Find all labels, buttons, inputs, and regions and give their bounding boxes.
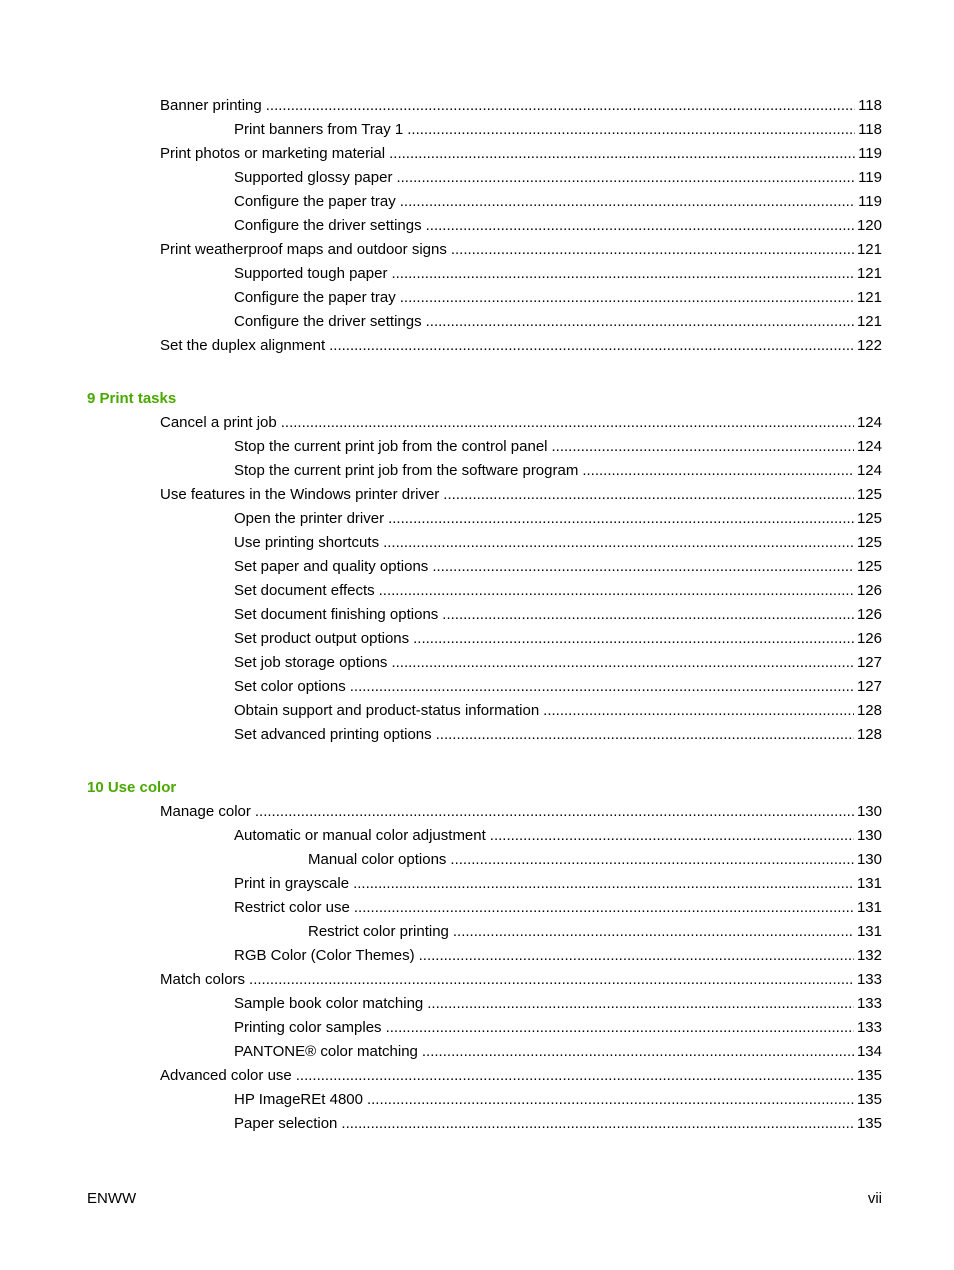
- dot-leader: [400, 190, 855, 214]
- dot-leader: [419, 944, 854, 968]
- footer-label: ENWW: [87, 1190, 137, 1207]
- toc-entry-title: Restrict color printing: [308, 923, 449, 940]
- dot-leader: [432, 555, 854, 579]
- toc-entry-title: Configure the driver settings: [234, 313, 422, 330]
- toc-entry-page: 126: [856, 606, 882, 623]
- toc-entry-title: Obtain support and product-status information: [234, 702, 540, 719]
- toc-entry-title: Automatic or manual color adjustment: [234, 827, 486, 844]
- toc-entry[interactable]: [234, 190, 882, 214]
- dot-leader: [281, 411, 854, 435]
- dot-leader: [391, 262, 854, 286]
- toc-entry-page: 121: [856, 289, 882, 306]
- toc-entry[interactable]: [234, 872, 882, 896]
- toc-entry-page: 131: [856, 923, 882, 940]
- dot-leader: [350, 675, 854, 699]
- dot-leader: [552, 435, 854, 459]
- toc-entry-page: 131: [856, 899, 882, 916]
- toc-entry[interactable]: [234, 286, 882, 310]
- toc-entry-page: 134: [856, 1043, 882, 1060]
- toc-entry-page: 125: [856, 510, 882, 527]
- toc-entry[interactable]: [234, 992, 882, 1016]
- toc-entry[interactable]: [234, 1112, 882, 1136]
- dot-leader: [400, 286, 854, 310]
- toc-entry-title: Advanced color use: [160, 1067, 292, 1084]
- toc-entry-page: 126: [856, 582, 882, 599]
- toc-entry-title: Set advanced printing options: [234, 726, 432, 743]
- toc-entry-title: Configure the paper tray: [234, 289, 396, 306]
- dot-leader: [426, 310, 854, 334]
- dot-leader: [490, 824, 854, 848]
- toc-entry[interactable]: [234, 214, 882, 238]
- toc-entry-page: 124: [856, 438, 882, 455]
- toc-entry-page: 128: [856, 726, 882, 743]
- toc-entry-title: Supported glossy paper: [234, 169, 393, 186]
- toc-entry-page: 132: [856, 947, 882, 964]
- toc-entry-page: 121: [856, 313, 882, 330]
- dot-leader: [266, 94, 855, 118]
- dot-leader: [543, 699, 854, 723]
- toc-entry-page: 131: [856, 875, 882, 892]
- toc-entry-title: HP ImageREt 4800: [234, 1091, 363, 1108]
- toc-entry[interactable]: [234, 310, 882, 334]
- toc-entry[interactable]: [234, 531, 882, 555]
- toc-entry-title: Configure the driver settings: [234, 217, 422, 234]
- dot-leader: [354, 896, 854, 920]
- toc-entry-title: Manual color options: [308, 851, 447, 868]
- toc-entry-page: 125: [856, 486, 882, 503]
- dot-leader: [396, 166, 855, 190]
- toc-entry-page: 127: [856, 654, 882, 671]
- dot-leader: [391, 651, 854, 675]
- toc-entry-page: 124: [856, 414, 882, 431]
- toc-entry-page: 130: [856, 851, 882, 868]
- toc-entry-title: Use features in the Windows printer driver: [160, 486, 440, 503]
- toc-entry[interactable]: [160, 142, 882, 166]
- toc-entry-title: Sample book color matching: [234, 995, 424, 1012]
- toc-entry-title: Printing color samples: [234, 1019, 382, 1036]
- dot-leader: [296, 1064, 854, 1088]
- toc-entry-title: PANTONE® color matching: [234, 1043, 418, 1060]
- dot-leader: [426, 214, 854, 238]
- toc-entry-page: 120: [856, 217, 882, 234]
- toc-entry[interactable]: [234, 627, 882, 651]
- toc-entry-page: 126: [856, 630, 882, 647]
- toc-entry-title: Configure the paper tray: [234, 193, 396, 210]
- section-gap: [0, 747, 954, 776]
- toc-entry[interactable]: [234, 944, 882, 968]
- toc-entry-title: Set the duplex alignment: [160, 337, 326, 354]
- toc-entry[interactable]: [234, 166, 882, 190]
- toc-entry[interactable]: [234, 1088, 882, 1112]
- toc-entry-title: Set paper and quality options: [234, 558, 429, 575]
- toc-entry-page: 121: [856, 241, 882, 258]
- toc-entry-page: 118: [858, 97, 882, 114]
- toc-entry-page: 133: [856, 1019, 882, 1036]
- toc-entry-page: 124: [856, 462, 882, 479]
- toc-entry[interactable]: [234, 435, 882, 459]
- dot-leader: [389, 142, 855, 166]
- toc-entry[interactable]: [234, 118, 882, 142]
- toc-entry-page: 119: [858, 145, 882, 162]
- dot-leader: [407, 118, 855, 142]
- toc-entry-page: 125: [856, 558, 882, 575]
- dot-leader: [453, 920, 854, 944]
- toc-entry[interactable]: [234, 824, 882, 848]
- toc-entry-title: Banner printing: [160, 97, 262, 114]
- dot-leader: [367, 1088, 854, 1112]
- toc-entry[interactable]: [234, 651, 882, 675]
- toc-entry[interactable]: [234, 723, 882, 747]
- toc-entry[interactable]: [234, 675, 882, 699]
- chapter-heading[interactable]: 10 Use color: [87, 779, 177, 796]
- toc-entry-title: Supported tough paper: [234, 265, 388, 282]
- dot-leader: [413, 627, 854, 651]
- toc-entry-page: 125: [856, 534, 882, 551]
- toc-entry-title: Cancel a print job: [160, 414, 277, 431]
- toc-entry[interactable]: [234, 579, 882, 603]
- table-of-contents: [0, 94, 954, 1136]
- toc-entry-title: Open the printer driver: [234, 510, 385, 527]
- dot-leader: [442, 603, 854, 627]
- dot-leader: [386, 1016, 854, 1040]
- toc-entry-title: Set document effects: [234, 582, 375, 599]
- dot-leader: [341, 1112, 854, 1136]
- toc-entry-title: Match colors: [160, 971, 246, 988]
- dot-leader: [443, 483, 854, 507]
- toc-entry-page: 128: [856, 702, 882, 719]
- dot-leader: [329, 334, 854, 358]
- toc-entry-page: 119: [858, 169, 882, 186]
- dot-leader: [249, 968, 854, 992]
- toc-entry[interactable]: [234, 507, 882, 531]
- toc-entry-page: 135: [856, 1091, 882, 1108]
- toc-entry-page: 135: [856, 1115, 882, 1132]
- toc-entry[interactable]: [160, 411, 882, 435]
- dot-leader: [255, 800, 854, 824]
- toc-entry[interactable]: [160, 483, 882, 507]
- toc-entry-title: RGB Color (Color Themes): [234, 947, 415, 964]
- toc-entry[interactable]: [308, 920, 882, 944]
- toc-entry-title: Set document finishing options: [234, 606, 439, 623]
- dot-leader: [422, 1040, 854, 1064]
- toc-entry[interactable]: [160, 968, 882, 992]
- dot-leader: [427, 992, 854, 1016]
- toc-entry-page: 130: [856, 827, 882, 844]
- toc-entry[interactable]: [234, 699, 882, 723]
- dot-leader: [436, 723, 854, 747]
- toc-entry-page: 135: [856, 1067, 882, 1084]
- toc-entry-page: 122: [856, 337, 882, 354]
- toc-entry-title: Set job storage options: [234, 654, 388, 671]
- toc-entry[interactable]: [234, 1016, 882, 1040]
- toc-entry[interactable]: [160, 800, 882, 824]
- toc-entry-title: Paper selection: [234, 1115, 338, 1132]
- toc-entry[interactable]: [234, 555, 882, 579]
- toc-entry-page: 133: [856, 995, 882, 1012]
- toc-entry-page: 130: [856, 803, 882, 820]
- toc-entry-page: 133: [856, 971, 882, 988]
- toc-entry-title: Stop the current print job from the software program: [234, 462, 579, 479]
- toc-entry-page: 118: [858, 121, 882, 138]
- toc-entry-title: Print in grayscale: [234, 875, 350, 892]
- toc-entry-title: Use printing shortcuts: [234, 534, 380, 551]
- toc-entry-page: 119: [858, 193, 882, 210]
- toc-entry-title: Set product output options: [234, 630, 410, 647]
- toc-entry[interactable]: [234, 459, 882, 483]
- toc-entry[interactable]: [308, 848, 882, 872]
- section-gap: [0, 358, 954, 387]
- dot-leader: [582, 459, 854, 483]
- toc-entry-title: Manage color: [160, 803, 251, 820]
- toc-entry[interactable]: [160, 94, 882, 118]
- toc-entry[interactable]: [234, 603, 882, 627]
- dot-leader: [450, 848, 854, 872]
- toc-entry[interactable]: [234, 1040, 882, 1064]
- toc-entry-page: 121: [856, 265, 882, 282]
- toc-entry[interactable]: [160, 238, 882, 262]
- toc-entry[interactable]: [234, 896, 882, 920]
- page-footer: [87, 1190, 882, 1207]
- toc-entry-title: Set color options: [234, 678, 346, 695]
- dot-leader: [451, 238, 854, 262]
- dot-leader: [383, 531, 854, 555]
- page-number: vii: [867, 1190, 882, 1207]
- dot-leader: [353, 872, 854, 896]
- toc-entry[interactable]: [160, 334, 882, 358]
- toc-entry-page: 127: [856, 678, 882, 695]
- dot-leader: [388, 507, 854, 531]
- toc-entry-title: Restrict color use: [234, 899, 350, 916]
- toc-entry-title: Print banners from Tray 1: [234, 121, 404, 138]
- dot-leader: [379, 579, 854, 603]
- toc-entry-title: Stop the current print job from the control panel: [234, 438, 548, 455]
- toc-entry-title: Print photos or marketing material: [160, 145, 386, 162]
- toc-entry[interactable]: [160, 1064, 882, 1088]
- toc-entry-title: Print weatherproof maps and outdoor signs: [160, 241, 447, 258]
- chapter-heading[interactable]: 9 Print tasks: [87, 390, 177, 407]
- toc-entry[interactable]: [234, 262, 882, 286]
